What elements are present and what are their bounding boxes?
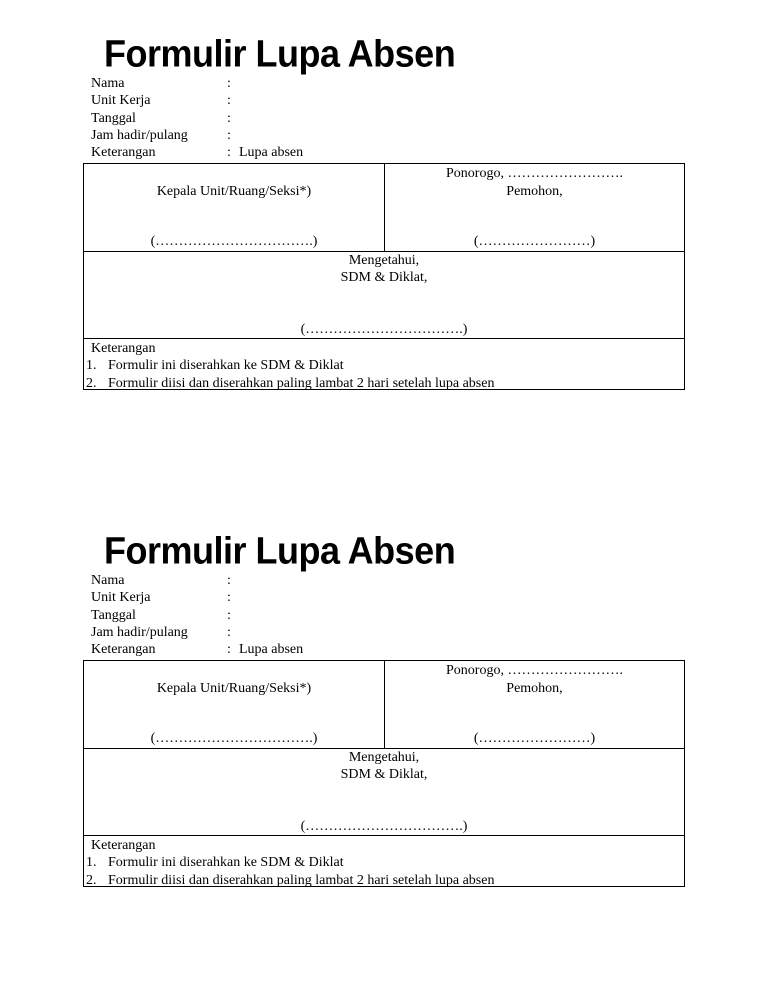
- field-label: Unit Kerja: [91, 590, 151, 606]
- applicant-signature-cell: [385, 661, 684, 748]
- note-text: Formulir diisi dan diserahkan paling lambat 2 hari setelah lupa absen: [108, 376, 495, 391]
- note-item: [86, 357, 344, 374]
- note-number: 2.: [86, 873, 97, 888]
- ack-label: Mengetahui,: [348, 253, 420, 268]
- ack-unit: SDM & Diklat,: [340, 270, 428, 285]
- applicant-signature-blank: (……………………): [473, 234, 596, 249]
- field-colon: :: [227, 573, 231, 588]
- field-label: Tanggal: [91, 110, 136, 126]
- ack-label: Mengetahui,: [348, 750, 420, 765]
- notes-title: Keterangan: [91, 341, 156, 356]
- ack-signature-blank: (…………………………….): [300, 322, 468, 337]
- note-number: 1.: [86, 855, 97, 870]
- field-colon: :: [227, 145, 231, 161]
- field-colon: :: [227, 76, 231, 91]
- head-label: Kepala Unit/Ruang/Seksi*): [156, 184, 312, 199]
- field-colon: :: [227, 110, 231, 126]
- signature-table: [83, 163, 685, 390]
- head-signature-cell: [84, 164, 385, 251]
- field-colon: :: [227, 624, 231, 640]
- place-date: Ponorogo, …………………….: [446, 166, 623, 181]
- applicant-signature-blank: (……………………): [473, 731, 596, 746]
- note-text: Formulir ini diserahkan ke SDM & Diklat: [108, 358, 344, 373]
- field-label: Keterangan: [91, 145, 156, 161]
- note-number: 1.: [86, 358, 97, 373]
- field-colon: :: [227, 127, 231, 143]
- notes-cell: [84, 339, 684, 389]
- field-label: Keterangan: [91, 642, 156, 658]
- field-value: Lupa absen: [239, 145, 304, 161]
- acknowledgement-cell: [84, 749, 684, 836]
- applicant-label: Pemohon,: [506, 184, 563, 199]
- field-value: Lupa absen: [239, 642, 304, 658]
- place-date: Ponorogo, …………………….: [446, 663, 623, 678]
- field-colon: :: [227, 590, 231, 606]
- applicant-signature-cell: [385, 164, 684, 251]
- note-item: [86, 872, 494, 889]
- ack-unit: SDM & Diklat,: [340, 767, 428, 782]
- head-signature-blank: (…………………………….): [150, 731, 318, 746]
- note-item: [86, 375, 494, 392]
- head-signature-blank: (…………………………….): [150, 234, 318, 249]
- head-label: Kepala Unit/Ruang/Seksi*): [156, 681, 312, 696]
- field-label: Nama: [91, 76, 125, 91]
- signature-row-top: [84, 661, 684, 749]
- applicant-label: Pemohon,: [506, 681, 563, 696]
- field-label: Nama: [91, 573, 125, 588]
- form-copy-2: [0, 530, 768, 930]
- head-signature-cell: [84, 661, 385, 748]
- field-colon: :: [227, 93, 231, 109]
- field-colon: :: [227, 607, 231, 623]
- field-colon: :: [227, 642, 231, 658]
- signature-row-top: [84, 164, 684, 252]
- form-copy-1: [0, 33, 768, 433]
- note-item: [86, 854, 344, 871]
- notes-cell: [84, 836, 684, 886]
- field-label: Unit Kerja: [91, 93, 151, 109]
- note-text: Formulir ini diserahkan ke SDM & Diklat: [108, 855, 344, 870]
- note-number: 2.: [86, 376, 97, 391]
- ack-signature-blank: (…………………………….): [300, 819, 468, 834]
- field-label: Tanggal: [91, 607, 136, 623]
- form-title: Formulir Lupa Absen: [104, 528, 456, 572]
- acknowledgement-cell: [84, 252, 684, 339]
- field-label: Jam hadir/pulang: [91, 624, 188, 640]
- form-title: Formulir Lupa Absen: [104, 31, 456, 75]
- field-label: Jam hadir/pulang: [91, 127, 188, 143]
- notes-title: Keterangan: [91, 838, 156, 853]
- signature-table: [83, 660, 685, 887]
- note-text: Formulir diisi dan diserahkan paling lambat 2 hari setelah lupa absen: [108, 873, 495, 888]
